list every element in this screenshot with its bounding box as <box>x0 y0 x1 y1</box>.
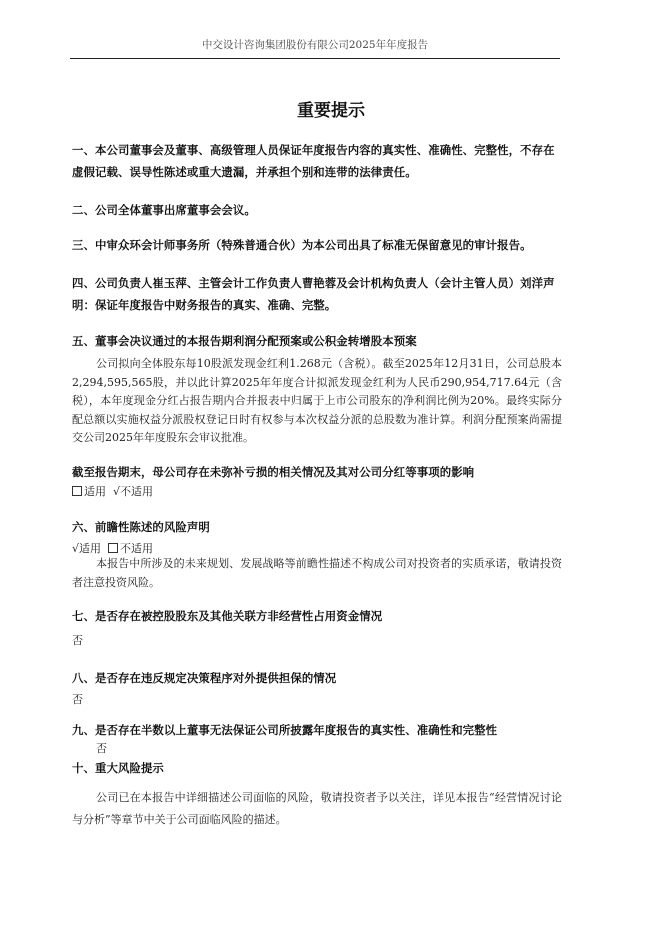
section-10-body: 公司已在本报告中详细描述公司面临的风险，敬请投资者予以关注，详见本报告“经营情况讨论与分析”等章节中关于公司面临风险的描述。 <box>72 791 562 826</box>
section-6-body: 本报告中所涉及的未来规划、发展战略等前瞻性描述不构成公司对投资者的实质承诺，敬请投资者注意投资风险。 <box>72 557 562 589</box>
section-9-heading: 九、是否存在半数以上董事无法保证公司所披露年度报告的真实性、准确性和完整性 <box>72 723 498 737</box>
section-4-heading: 四、公司负责人崔玉萍、主管会计工作负责人曹艳蓉及会计机构负责人（会计主管人员）刘洋声明：保证年度报告中财务报告的真实、准确、完整。 <box>72 276 555 312</box>
section-7-heading: 七、是否存在被控股股东及其他关联方非经营性占用资金情况 <box>72 609 383 623</box>
section-8-heading: 八、是否存在违反规定决策程序对外提供担保的情况 <box>72 671 337 685</box>
section-7-answer: 否 <box>72 634 83 647</box>
loss-applicable: 适用 <box>84 485 106 498</box>
checkbox-unchecked-icon <box>72 486 82 496</box>
section-9-answer: 否 <box>96 742 107 755</box>
section-5-body: 公司拟向全体股东每10股派发现金红利1.268元（含税）。截至2025年12月31日，公司总股本2,294,595,565股，并以此计算2025年年度合计拟派发现金红利为人民币290,954,717.64元（含税），本年度现金分红占报告期内合并报表中归属于上市公司股东的净利润比例为20%。最终实际分配总额以实施权益分派股权登记日时有权参与本次权益分派的总股数为准计算。利润分配预案尚需提交公司2025年年度股东会审议批准。 <box>72 357 562 444</box>
s6-applicable: √适用 <box>72 542 102 555</box>
section-5-heading: 五、董事会决议通过的本报告期利润分配预案或公积金转增股本预案 <box>72 334 417 348</box>
loss-not-applicable: √不适用 <box>113 485 154 498</box>
section-8-answer: 否 <box>72 693 83 706</box>
loss-heading: 截至报告期末，母公司存在未弥补亏损的相关情况及其对公司分红等事项的影响 <box>72 465 475 479</box>
page-title: 重要提示 <box>297 101 365 121</box>
s6-not-applicable: 不适用 <box>120 542 154 555</box>
loss-options <box>72 484 153 500</box>
page-header: 中交设计咨询集团股份有限公司2025年年度报告 <box>70 38 560 59</box>
checkbox-unchecked-icon <box>108 543 118 553</box>
section-2-heading: 二、公司全体董事出席董事会会议。 <box>72 203 256 217</box>
section-6-heading: 六、前瞻性陈述的风险声明 <box>72 520 210 534</box>
section-10-heading: 十、重大风险提示 <box>72 761 164 775</box>
section-3-heading: 三、中审众环会计师事务所（特殊普通合伙）为本公司出具了标准无保留意见的审计报告。 <box>72 238 532 252</box>
section-1-heading: 一、本公司董事会及董事、高级管理人员保证年度报告内容的真实性、准确性、完整性，不存在虚假记载、误导性陈述或重大遗漏，并承担个别和连带的法律责任。 <box>72 143 555 179</box>
